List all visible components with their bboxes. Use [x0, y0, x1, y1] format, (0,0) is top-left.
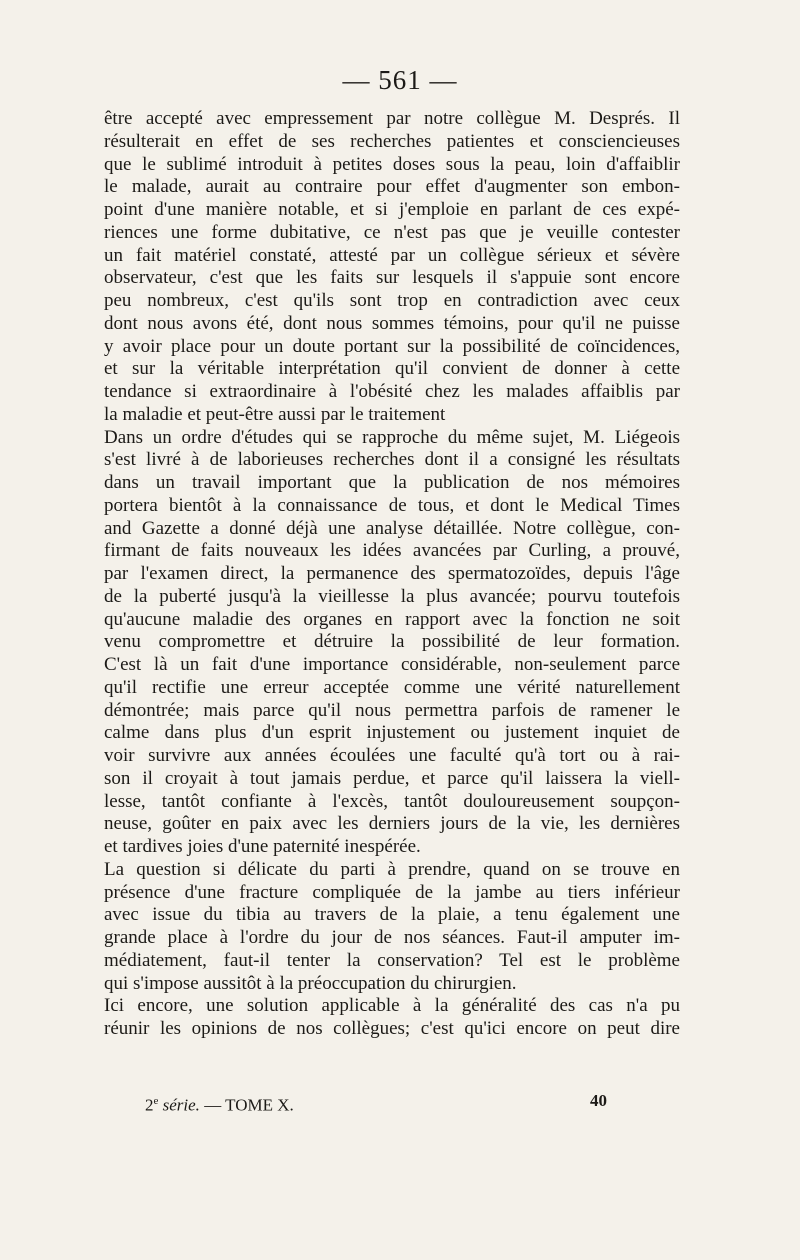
page-number: — 561 — [342, 65, 458, 95]
text-line: de la puberté jusqu'à la vieillesse la plus avancée; pourvu toutefois [104, 585, 680, 607]
text-line: présence d'une fracture compliquée de la jambe au tiers inférieur [104, 881, 680, 903]
text-line: calme dans plus d'un esprit injustement ou justement inquiet de [104, 722, 680, 744]
footer-series [145, 1087, 294, 1120]
text-line: point d'une manière notable, et si j'emploie en parlant de ces expé- [104, 199, 680, 220]
text-line: son il croyait à tout jamais perdue, et parce qu'il laissera la viell- [104, 767, 680, 789]
text-line: avec issue du tibia au travers de la plaie, a tenu également une [104, 904, 680, 926]
text-line: résulterait en effet de ses recherches patientes et consciencieuses [104, 130, 680, 152]
text-line: neuse, goûter en paix avec les derniers jours de la vie, les dernières [104, 813, 680, 835]
text-line: Dans un ordre d'études qui se rapproche du même sujet, M. Liégeois [104, 426, 680, 448]
text-line: riences une forme dubitative, ce n'est pas que je veuille contester [104, 221, 680, 243]
signature-number: 40 [590, 1091, 607, 1110]
text-line: peu nombreux, c'est qu'ils sont trop en contradiction avec ceux [104, 290, 680, 311]
text-line: la maladie et peut-être aussi par le traitement [104, 403, 446, 425]
text-line: and Gazette a donné déjà une analyse détaillée. Notre collègue, con- [104, 517, 680, 539]
text-line: médiatement, faut-il tenter la conservation? Tel est le problème [104, 949, 680, 971]
text-line: réunir les opinions de nos collègues; c'est qu'ici encore on peut dire [104, 1018, 680, 1039]
text-line: qui s'impose aussitôt à la préoccupation du chirurgien. [104, 972, 517, 994]
text-line: C'est là un fait d'une importance considérable, non-seulement parce [104, 654, 680, 675]
text-line: être accepté avec empressement par notre collègue M. Després. Il [104, 108, 680, 129]
text-line: Ici encore, une solution applicable à la généralité des cas n'a pu [104, 995, 680, 1017]
text-line: La question si délicate du parti à prendre, quand on se trouve en [104, 858, 680, 880]
text-line: qu'aucune maladie des organes en rapport avec la fonction ne soit [104, 608, 680, 630]
text-line: grande place à l'ordre du jour de nos séances. Faut-il amputer im- [104, 927, 680, 948]
text-line: et tardives joies d'une paternité inespérée. [104, 836, 421, 857]
text-line: venu compromettre et détruire la possibilité de leur formation. [104, 631, 680, 653]
text-line: qu'il rectifie une erreur acceptée comme une vérité naturellement [104, 676, 680, 698]
text-line: le malade, aurait au contraire pour effet d'augmenter son embon- [104, 176, 680, 198]
text-line: dans un travail important que la publication de nos mémoires [104, 472, 680, 493]
text-line: lesse, tantôt confiante à l'excès, tantôt douloureusement soupçon- [104, 790, 680, 812]
text-line: par l'examen direct, la permanence des spermatozoïdes, depuis l'âge [104, 563, 680, 584]
body-text [104, 108, 680, 1041]
text-line: un fait matériel constaté, attesté par un collègue sérieux et sévère [104, 244, 680, 266]
text-line: que le sublimé introduit à petites doses sous la peau, loin d'affaiblir [104, 153, 680, 175]
series-word: série. [162, 1095, 200, 1115]
text-line: firmant de faits nouveaux les idées avancées par Curling, a prouvé, [104, 540, 680, 562]
volume-label: — TOME X. [204, 1095, 294, 1115]
page-footer [0, 1087, 800, 1115]
text-line: dont nous avons été, dont nous sommes témoins, pour qu'il ne puisse [104, 312, 680, 334]
series-superscript: e [153, 1095, 159, 1107]
text-line: observateur, c'est que les faits sur lesquels il s'appuie sont encore [104, 267, 680, 289]
series-number: 2 [145, 1095, 154, 1115]
text-line: s'est livré à de laborieuses recherches dont il a consigné les résultats [104, 449, 680, 471]
text-line: démontrée; mais parce qu'il nous permettra parfois de ramener le [104, 699, 680, 721]
text-line: voir survivre aux années écoulées une faculté qu'à tort ou à rai- [104, 745, 680, 766]
text-line: et sur la véritable interprétation qu'il convient de donner à cette [104, 358, 680, 380]
text-line: y avoir place pour un doute portant sur la possibilité de coïncidences, [104, 335, 680, 357]
text-line: tendance si extraordinaire à l'obésité chez les malades affaiblis par [104, 381, 680, 402]
text-line: portera bientôt à la connaissance de tous, et dont le Medical Times [104, 494, 680, 516]
